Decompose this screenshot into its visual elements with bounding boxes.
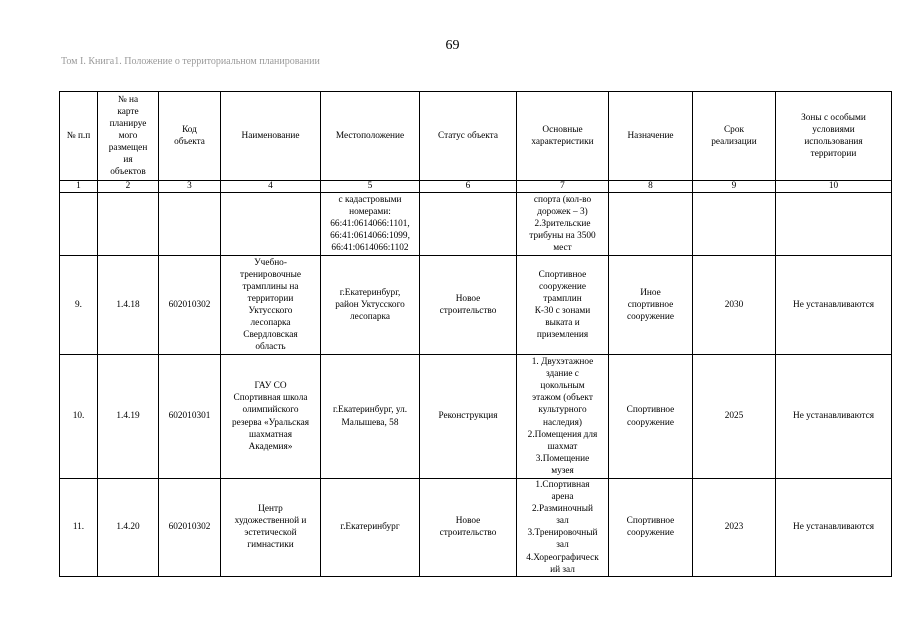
cell-line: Зоны с особыми (801, 112, 866, 123)
cell-line: объектов (110, 167, 146, 178)
cell-line: художественной и (234, 516, 307, 527)
row-number-cell: 9. (60, 256, 98, 355)
cell-line: сооружение (539, 281, 586, 292)
table-cell (98, 193, 159, 256)
continuation-row (60, 193, 892, 256)
cell-line: планируе (109, 118, 147, 129)
cell-line: трамплины на (242, 281, 299, 292)
cell-line: реализации (711, 137, 757, 147)
cell-line: 1. Двухэтажное (531, 357, 594, 368)
header-cell (693, 92, 776, 181)
header-cell: № п.п (60, 92, 98, 181)
cell-line: Спортивное (626, 516, 675, 527)
header-cell (517, 92, 609, 181)
cell-line: область (255, 342, 286, 353)
cell-line: Академия» (248, 441, 293, 452)
name-cell (221, 355, 321, 479)
header-cell: Наименование (221, 92, 321, 181)
purpose-cell (609, 479, 693, 577)
cell-line: 3.Тренировочный (527, 528, 598, 539)
cell-line: территории (247, 293, 294, 304)
characteristics-cell (517, 256, 609, 355)
map-number-cell: 1.4.18 (98, 256, 159, 355)
column-number: 9 (693, 181, 776, 193)
cell-line: арена (551, 492, 574, 503)
characteristics-cell (517, 355, 609, 479)
table-row (60, 355, 892, 479)
status-cell (420, 479, 517, 577)
cell-line: шахмат (547, 441, 578, 452)
object-code-cell: 602010301 (159, 355, 221, 479)
table-row (60, 479, 892, 577)
cell-line: музея (551, 465, 574, 476)
table-cell (693, 193, 776, 256)
table-cell (776, 193, 892, 256)
status-cell (420, 355, 517, 479)
cell-line: сооружение (627, 528, 674, 539)
cell-line: Основные (542, 124, 583, 135)
cell-line: Срок (723, 124, 744, 135)
cell-line: Новое (455, 516, 481, 527)
map-number-cell: 1.4.20 (98, 479, 159, 577)
cell-line: приземления (536, 330, 589, 341)
cell-line: резерва «Уральская (231, 417, 310, 428)
header-cell (159, 92, 221, 181)
cell-line: спортивное (627, 299, 674, 310)
location-cell (321, 355, 420, 479)
cell-line: 4.Хореографическ (526, 552, 599, 563)
cell-line: ГАУ СО (254, 381, 287, 392)
cell-line: 66:41:0614066:1099, (330, 231, 410, 242)
table-cell (221, 193, 321, 256)
table-cell (420, 193, 517, 256)
column-number: 1 (60, 181, 98, 193)
cell-line: шахматная (248, 429, 293, 440)
cell-line: мого (118, 130, 138, 141)
name-cell (221, 479, 321, 577)
cell-line: 2.Помещения для (527, 429, 598, 440)
cell-line: характеристики (531, 137, 594, 147)
name-cell (221, 256, 321, 355)
cell-line: г.Екатеринбург (340, 522, 400, 533)
location-cell (321, 193, 420, 256)
table-cell (60, 193, 98, 256)
header-cell: Статус объекта (420, 92, 517, 181)
cell-line: объекта (174, 137, 205, 147)
cell-line: К-30 с зонами (534, 306, 591, 316)
cell-line: Спортивное (538, 269, 587, 280)
purpose-cell (609, 355, 693, 479)
table-cell (159, 193, 221, 256)
header-cell (776, 92, 892, 181)
cell-line: 3.Помещение (535, 453, 590, 464)
planning-objects-table (59, 91, 892, 577)
zones-cell: Не устанавливаются (776, 355, 892, 479)
header-cell (98, 92, 159, 181)
cell-line: территории (810, 149, 857, 160)
column-number: 3 (159, 181, 221, 193)
cell-line: трамплин (543, 293, 582, 304)
cell-line: ия (123, 155, 133, 166)
table-row (60, 256, 892, 355)
object-code-cell: 602010302 (159, 479, 221, 577)
cell-line: дорожек – 3) (537, 206, 588, 217)
header-cell: Местоположение (321, 92, 420, 181)
cell-line: этажом (объект (532, 393, 593, 404)
cell-line: Реконструкция (438, 411, 498, 422)
cell-line: 2.Зрительские (534, 218, 591, 229)
table-header-row (60, 92, 892, 181)
cell-line: Код (182, 124, 197, 135)
cell-line: Малышева, 58 (341, 417, 399, 428)
page-number: 69 (445, 38, 460, 53)
location-cell (321, 256, 420, 355)
cell-line: район Уктусского (335, 299, 405, 310)
cell-line: наследия) (543, 417, 582, 428)
cell-line: Уктусского (248, 306, 293, 316)
cell-line: зал (556, 540, 569, 551)
running-header: Том I. Книга1. Положение о территориальном планировании (61, 56, 320, 67)
cell-line: Иное (640, 287, 661, 298)
cell-line: Спортивное (626, 405, 675, 416)
cell-line: олимпийского (242, 405, 299, 416)
cell-line: Новое (455, 293, 481, 304)
cell-line: ий зал (550, 564, 575, 575)
column-number: 6 (420, 181, 517, 193)
cell-line: 66:41:0614066:1102 (331, 243, 409, 254)
cell-line: трибуны на 3500 (529, 231, 596, 242)
cell-line: лесопарка (349, 312, 391, 323)
cell-line: выката и (545, 318, 580, 329)
cell-line: номерами: (349, 206, 391, 217)
column-number-row (60, 181, 892, 193)
cell-line: 1.Спортивная (535, 480, 590, 490)
object-code-cell: 602010302 (159, 256, 221, 355)
table-cell (609, 193, 693, 256)
cell-line: цокольным (540, 381, 585, 392)
zones-cell: Не устанавливаются (776, 256, 892, 355)
cell-line: карте (117, 106, 139, 117)
cell-line: сооружение (627, 312, 674, 323)
cell-line: с кадастровыми (338, 194, 402, 205)
cell-line: гимнастики (247, 540, 294, 551)
cell-line: использования (804, 137, 863, 147)
cell-line: г.Екатеринбург, (339, 287, 401, 298)
cell-line: тренировочные (240, 269, 301, 280)
cell-line: лесопарка (250, 318, 291, 329)
cell-line: 2.Разминочный (532, 504, 593, 515)
cell-line: размещен (108, 143, 148, 154)
cell-line: сооружение (627, 417, 674, 428)
cell-line: эстетической (244, 528, 297, 539)
cell-line: здание с (546, 369, 579, 380)
cell-line: строительство (439, 528, 497, 539)
cell-line: спорта (кол-во (533, 194, 592, 205)
cell-line: зал (556, 516, 569, 527)
cell-line: Центр (258, 504, 283, 515)
status-cell (420, 256, 517, 355)
column-number: 2 (98, 181, 159, 193)
column-number: 5 (321, 181, 420, 193)
cell-line: Учебно- (254, 257, 287, 268)
cell-line: Свердловская (243, 330, 298, 341)
table-body (60, 92, 892, 577)
characteristics-cell (517, 193, 609, 256)
characteristics-cell (517, 479, 609, 577)
location-cell (321, 479, 420, 577)
map-number-cell: 1.4.19 (98, 355, 159, 479)
column-number: 10 (776, 181, 892, 193)
term-cell: 2023 (693, 479, 776, 577)
cell-line: строительство (439, 306, 497, 316)
row-number-cell: 10. (60, 355, 98, 479)
term-cell: 2030 (693, 256, 776, 355)
cell-line: 66:41:0614066:1101, (330, 218, 410, 229)
header-cell: Назначение (609, 92, 693, 181)
cell-line: условиями (812, 124, 855, 135)
cell-line: г.Екатеринбург, ул. (332, 405, 408, 416)
term-cell: 2025 (693, 355, 776, 479)
zones-cell: Не устанавливаются (776, 479, 892, 577)
cell-line: № на (117, 94, 139, 105)
column-number: 8 (609, 181, 693, 193)
row-number-cell: 11. (60, 479, 98, 577)
cell-line: мест (553, 243, 572, 254)
cell-line: культурного (538, 405, 587, 416)
cell-line: Спортивная школа (233, 393, 308, 404)
column-number: 7 (517, 181, 609, 193)
column-number: 4 (221, 181, 321, 193)
purpose-cell (609, 256, 693, 355)
